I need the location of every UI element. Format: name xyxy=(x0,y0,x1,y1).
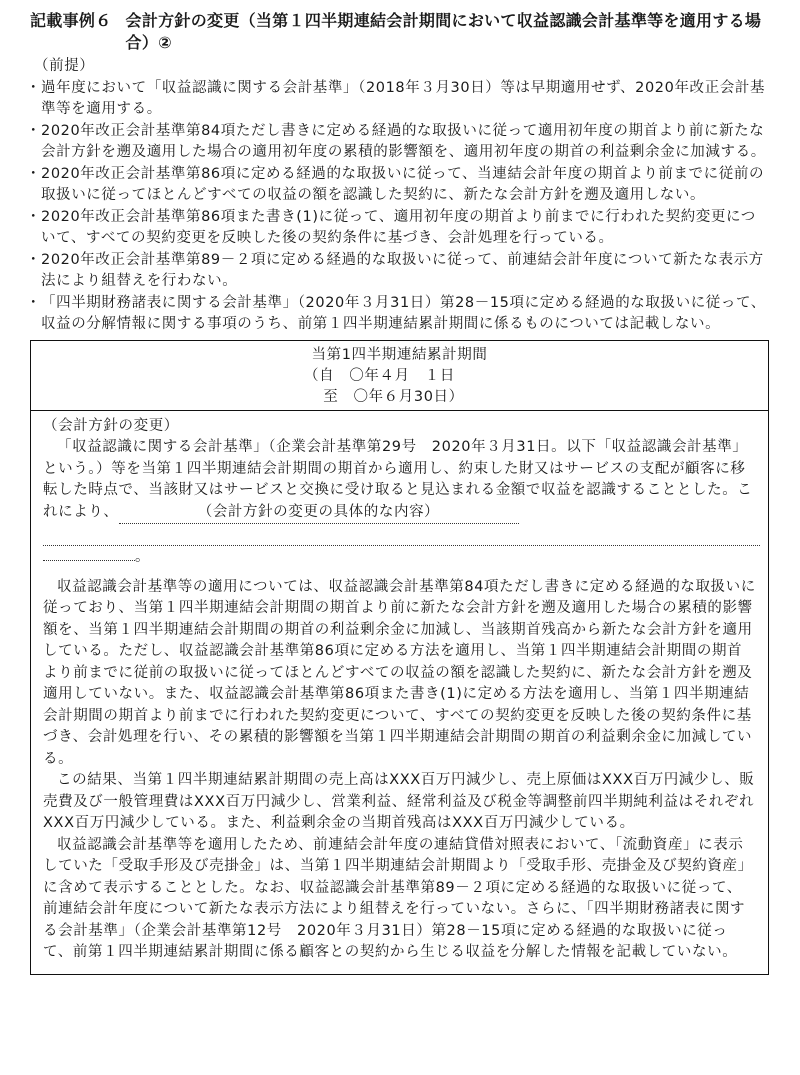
premise-item: ・ 2020年改正会計基準第84項ただし書きに定める経過的な取扱いに従って適用初年度の期首より前に新たな会計方針を遡及適用した場合の適用初年度の累積的影響額を、適用初年度の期首の利益剰余金に加減する。 xyxy=(30,121,770,164)
example-title: 会計方針の変更（当第１四半期連結会計期間において収益認識会計基準等を適用する場合）② xyxy=(125,11,762,52)
section-label: （会計方針の変更） xyxy=(43,417,179,434)
dotted-fill-end xyxy=(43,546,756,569)
premise-item: ・ 過年度において「収益認識に関する会計基準」（2018年３月30日）等は早期適用せず、2020年改正会計基準等を適用する。 xyxy=(30,78,770,121)
application-paragraph: 収益認識会計基準等の適用については、収益認識会計基準第84項ただし書きに定める経過的な取扱いに従っており、当第１四半期連結会計期間の期首より前に新たな会計方針を遡及適用した場合の累積的影響額を、当第１四半期連結会計期間の期首の利益剰余金に加減し、当該期首残高から新たな会計方針を適用している。ただし、収益認識会計基準第86項に定める方法を適用し、当第１四半期連結会計期間の期首より前までに従前の取扱いに従ってほとんどすべての収益の額を認識した契約に、新たな会計方針を遡及適用していない。また、収益認識会計基準第86項また書き(1)に定める方法を適用し、当第１四半期連結会計期間の期首より前までに行われた契約変更について、すべての契約変更を反映した後の契約条件に基づき、会計処理を行い、その累積的影響額を当第１四半期連結会計期間の期首の利益剰余金に加減している。 xyxy=(43,578,756,767)
spacer xyxy=(43,569,756,577)
period-mark: 。 xyxy=(135,549,151,565)
example-number: 記載事例６ xyxy=(30,11,112,30)
premise-label: （前提） xyxy=(34,58,95,74)
dotted-fill-line xyxy=(43,524,760,546)
change-paragraph xyxy=(43,437,756,524)
premise-item: ・ 2020年改正会計基準第86項また書き(1)に従って、適用初年度の期首より前までに行われた契約変更について、すべての契約変更を反映した後の契約条件に基づき、会計処理を行っている。 xyxy=(30,207,770,250)
change-text: 「収益認識に関する会計基準」（企業会計基準第29号 2020年３月31日。以下「収益認識会計基準」という。）等を当第１四半期連結会計期間の期首から適用し、約束した財又はサービスの支配が顧客に移転した時点で、当該財又はサービスと交換に受け取ると見込まれる金額で収益を認識することとした。これにより、 xyxy=(43,439,753,520)
period-end: 至 〇年６月30日） xyxy=(323,388,464,405)
disclosure-table xyxy=(30,340,769,975)
impact-paragraph: この結果、当第１四半期連結累計期間の売上高はXXX百万円減少し、売上原価はXXX百万円減少し、販売費及び一般管理費はXXX百万円減少し、営業利益、経常利益及び税金等調整前四半期純利益はそれぞれXXX百万円減少している。また、利益剰余金の当期首残高はXXX百万円減少している。 xyxy=(43,772,755,831)
period-title: 当第1四半期連結累計期間 xyxy=(311,346,488,363)
premise-item: ・ 2020年改正会計基準第89－２項に定める経過的な取扱いに従って、前連結会計年度について新たな表示方法により組替えを行わない。 xyxy=(30,250,770,293)
premise-list xyxy=(30,78,770,336)
example-heading xyxy=(30,10,770,54)
premise-item: ・ 「四半期財務諸表に関する会計基準」（2020年３月31日）第28－15項に定める経過的な取扱いに従って、収益の分解情報に関する事項のうち、前第１四半期連結累計期間に係るものについては記載しない。 xyxy=(30,293,770,336)
presentation-paragraph: 収益認識会計基準等を適用したため、前連結会計年度の連結貸借対照表において、「流動資産」に表示していた「受取手形及び売掛金」は、当第１四半期連結会計期間より「受取手形、売掛金及び契約資産」に含めて表示することとした。なお、収益認識会計基準第89－２項に定める経過的な取扱いに従って、前連結会計年度について新たな表示方法により組替えを行っていない。さらに、「四半期財務諸表に関する会計基準」（企業会計基準第12号 2020年３月31日）第28－15項に定める経過的な取扱いに従って、前第１四半期連結累計期間に係る顧客との契約から生じる収益を分解した情報を記載していない。 xyxy=(43,836,753,960)
premise-item: ・ 2020年改正会計基準第86項に定める経過的な取扱いに従って、当連結会計年度の期首より前までに従前の取扱いに従ってほとんどすべての収益の額を認識した契約に、新たな会計方針を遡及適用しない。 xyxy=(30,164,770,207)
disclosure-content xyxy=(31,411,768,974)
change-detail-placeholder: （会計方針の変更の具体的な内容） xyxy=(119,502,519,525)
dotted-fill-short xyxy=(43,546,135,561)
period-start: （自 〇年４月 １日 xyxy=(304,367,455,384)
period-header xyxy=(31,341,768,411)
